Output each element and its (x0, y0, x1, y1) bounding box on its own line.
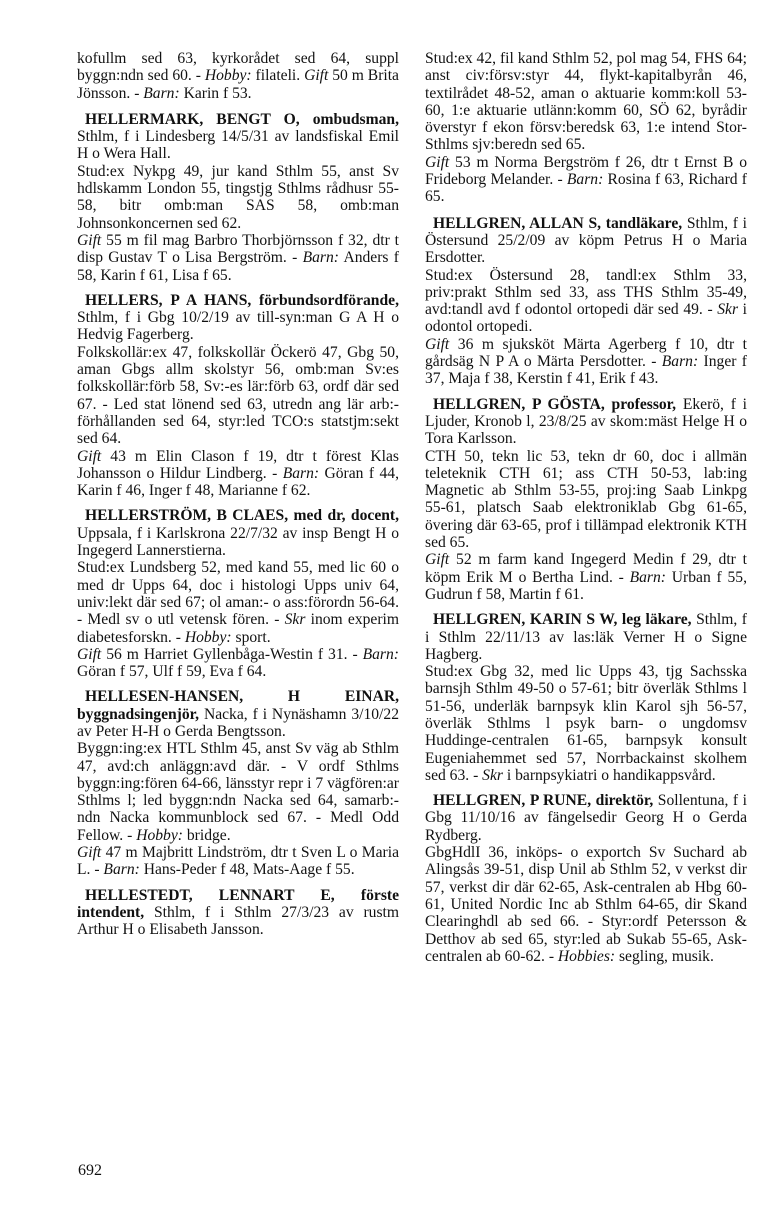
entry-text: sport. (231, 628, 271, 646)
field-label: Gift (425, 153, 450, 171)
entry-paragraph (77, 163, 399, 232)
field-label: Gift (77, 231, 102, 249)
field-label: Barn: (629, 568, 666, 586)
entry-text: Folkskollär:ex 47, folkskollär Öckerö 47, Gbg 50, aman Gbgs allm skolstyr 56, omb:man Sv:es folkskollär:förb 58, Sv:-es lär:förb 63, ordf där sed 67. - Led stat lönend sed 63, utredn ang lär arb:-förhållanden sed 64, styr:led TCO:s statstjm:sekt sed 64. (77, 343, 399, 448)
entry-name: HELLGREN, KARIN S W, (433, 611, 618, 629)
entry-continuation (77, 50, 399, 102)
entry-text: 53 m Norma Bergström f 26, dtr t Ernst B o Frideborg Melander. - (425, 153, 747, 189)
left-column (77, 50, 399, 947)
field-label: Hobbies: (557, 947, 616, 965)
register-entry (425, 611, 747, 784)
field-label: Gift (425, 335, 450, 353)
entry-paragraph (77, 448, 399, 500)
entry-paragraph (425, 336, 747, 388)
field-label: Barn: (362, 645, 399, 663)
entry-text: inom experim diabetesforskn. - (77, 611, 399, 646)
register-entry (77, 111, 399, 284)
entry-text: Stud:ex 42, fil kand Sthlm 52, pol mag 54, FHS 64; anst civ:försv:styr 44, flykt-kapitalbyrån 46, textilrådet 48-52, aman o aktuarie komm:koll 53-60, 1:e aktuarie utlänn:komm 60, SÖ 62, byrådir överstyr f ekon försv:beredsk 63, 1:e intend Stor-Sthlms sjv:beredn sed 65. (425, 50, 747, 154)
field-label: Hobby: (204, 67, 252, 85)
entry-text: 47 m Majbritt Lindström, dtr t Sven L o Maria L. - (77, 844, 399, 879)
entry-text: Sthlm, f i Östersund 25/2/09 av köpm Petrus H o Maria Ersdotter. (425, 214, 747, 267)
entry-text: Göran f 57, Ulf f 59, Eva f 64. (77, 663, 267, 681)
entry-title: förbundsordförande, (251, 291, 399, 309)
entry-paragraph (425, 267, 747, 336)
entry-text: segling, musik. (615, 947, 714, 965)
entry-paragraph (425, 551, 747, 603)
entry-name: HELLERS, P A HANS, (85, 291, 252, 309)
entry-text: 36 m sjuksköt Märta Agerberg f 10, dtr t gårdsäg N P A o Märta Persdotter. - (425, 335, 747, 371)
entry-text: i barnpsykiatri o handikappsvård. (502, 766, 716, 784)
entry-paragraph (77, 844, 399, 879)
entry-paragraph (425, 154, 747, 206)
entry-paragraph (77, 646, 399, 681)
entry-paragraph (77, 344, 399, 448)
entry-paragraph (77, 887, 399, 939)
entry-text: Sthlm, f i Sthlm 27/3/23 av rustm Arthur H o Elisabeth Jansson. (77, 903, 399, 939)
entry-title: med dr, docent, (288, 507, 399, 525)
entry-text: Nacka, f i Nynäshamn 3/10/22 av Peter H-H o Gerda Bengtsson. (77, 705, 399, 740)
entry-title: byggnadsingenjör, (77, 705, 200, 723)
field-label: Barn: (103, 861, 140, 879)
register-entry (77, 292, 399, 500)
entry-continuation (425, 50, 747, 206)
entry-text: CTH 50, tekn lic 53, tekn dr 60, doc i allmän teleteknik CTH 61; ass CTH 50-53, lab:ing Magnetic ab Sthlm 53-55, proj:ing Saab Linkpg 55-61, platsch Saab elektroniklab Gbg 61-65, övering där 63-65, prof i tillämpad elektronik KTH sed 65. (425, 447, 747, 552)
field-label: Gift (77, 844, 102, 862)
entry-paragraph (425, 611, 747, 663)
register-entry (77, 887, 399, 939)
field-label: Barn: (282, 464, 320, 482)
entry-text: Stud:ex Nykpg 49, jur kand Sthlm 55, anst Sv hdlskamm London 55, tingstjg Sthlms rådhusr 55-58, bitr omb:man SAS 58, omb:man Johnsonkoncernen sed 62. (77, 162, 399, 232)
entry-text: Stud:ex Gbg 32, med lic Upps 43, tjg Sachsska barnsjh Sthlm 49-50 o 57-61; bitr överläk Sthlms l 51-56, underläk barnpsyk klin Karol sjh 56-57, överläk Sthlms l psyk barn- o ungdomsv Huddinge-centralen 61-65, barnpsyk konsult Eugeniahemmet sed 57, Norrbackainst skolhem sed 63. - (425, 663, 747, 784)
entry-paragraph (77, 50, 399, 102)
entry-paragraph (425, 396, 747, 448)
entry-paragraph (77, 740, 399, 844)
register-entry (425, 215, 747, 388)
entry-text: GbgHdlI 36, inköps- o exportch Sv Suchard ab Alingsås 39-51, disp Unil ab Sthlm 52, v verkst dir 57, verkst dir där 62-65, Ask-centralen ab Hbg 60-61, United Nordic Inc ab Sthlm 64-65, dir Skand Clearinghdl ab sed 66. - Styr:ordf Petersson & Detthov ab sed 65, styr:led ab Sukab 55-65, Ask-centralen ab 60-62. - (425, 844, 747, 965)
register-entry (77, 688, 399, 878)
entry-name: HELLGREN, ALLAN S, (433, 214, 602, 232)
field-label: Barn: (143, 84, 180, 102)
entry-title: leg läkare, (617, 611, 692, 629)
entry-name: HELLESTEDT, LENNART E, (85, 886, 335, 904)
entry-paragraph (425, 448, 747, 552)
entry-text: 55 m fil mag Barbro Thorbjörnsson f 32, dtr t disp Gustav T o Lisa Bergström. - (77, 231, 399, 267)
entry-text: Ekerö, f i Ljuder, Kronob l, 23/8/25 av skom:mäst Helge H o Tora Karlsson. (425, 395, 747, 448)
register-entry (425, 396, 747, 604)
entry-name: HELLGREN, P GÖSTA, (433, 395, 605, 413)
entry-paragraph (77, 507, 399, 559)
field-label: Gift (425, 551, 450, 569)
page-number: 692 (78, 1162, 102, 1179)
entry-text: 50 m Brita Jönsson. - (77, 67, 399, 102)
field-label: Barn: (661, 353, 699, 371)
entry-name: HELLESEN-HANSEN, H EINAR, (85, 688, 399, 706)
field-label: Hobby: (136, 826, 183, 844)
right-column (425, 50, 747, 973)
entry-name: HELLERMARK, BENGT O, (85, 110, 300, 128)
field-label: Gift (77, 447, 102, 465)
entry-paragraph (77, 292, 399, 344)
entry-title: förste intendent, (77, 886, 400, 921)
field-label: Barn: (566, 171, 604, 189)
field-label: Skr (717, 301, 739, 319)
entry-name: HELLERSTRÖM, B CLAES, (85, 507, 289, 525)
entry-paragraph (77, 559, 399, 645)
entry-title: ombudsman, (299, 110, 399, 128)
field-label: Gift (77, 645, 102, 663)
entry-text: filateli. (251, 67, 305, 85)
entry-title: tandläkare, (601, 214, 683, 232)
entry-text: Rosina f 63, Richard f 65. (425, 171, 747, 206)
entry-text: Urban f 55, Gudrun f 58, Martin f 61. (425, 568, 747, 603)
entry-paragraph (77, 232, 399, 284)
field-label: Hobby: (184, 628, 232, 646)
register-entry (425, 792, 747, 965)
entry-text: Byggn:ing:ex HTL Sthlm 45, anst Sv väg ab Sthlm 47, avd:ch anläggn:avd där. - V ordf Sthlms byggn:ing:fören 64-66, länsstyr repr i 7 vägfören:ar Sthlms l; led byggn:ndn Nacka sed 64, samarb:-ndn Nacka kommunblock sed 67. - Medl Odd Fellow. - (77, 740, 399, 844)
field-label: Barn: (302, 249, 339, 267)
field-label: Skr (284, 611, 306, 629)
entry-text: Hans-Peder f 48, Mats-Aage f 55. (139, 861, 355, 879)
entry-text: i odontol ortopedi. (425, 301, 747, 336)
entry-paragraph (77, 111, 399, 163)
entry-text: Anders f 58, Karin f 61, Lisa f 65. (77, 249, 399, 284)
entry-text: 56 m Harriet Gyllenbåga-Westin f 31. - (101, 645, 363, 663)
entry-text: Stud:ex Östersund 28, tandl:ex Sthlm 33, priv:prakt Sthlm sed 33, ass THS Sthlm 35-49, avd:tandl avd f odontol ortopedi där sed 49. - (425, 266, 747, 319)
entry-text: Sthlm, f i Gbg 10/2/19 av till-syn:man G A H o Hedvig Fagerberg. (77, 309, 399, 344)
entry-paragraph (425, 50, 747, 154)
entry-paragraph (425, 792, 747, 844)
entry-text: 43 m Elin Clason f 19, dtr t förest Klas Johansson o Hildur Lindberg. - (77, 447, 399, 482)
register-entry (77, 507, 399, 680)
entry-text: Inger f 37, Maja f 38, Kerstin f 41, Erik f 43. (425, 353, 747, 388)
entry-text: 52 m farm kand Ingegerd Medin f 29, dtr t köpm Erik M o Bertha Lind. - (425, 551, 747, 586)
entry-title: professor, (604, 395, 677, 413)
entry-paragraph (77, 688, 399, 740)
entry-text: Karin f 53. (179, 84, 252, 102)
entry-text: Sthlm, f i Sthlm 22/11/13 av las:läk Verner H o Signe Hagberg. (425, 611, 748, 663)
entry-text: Göran f 44, Karin f 46, Inger f 48, Marianne f 62. (77, 464, 399, 500)
entry-text: bridge. (182, 826, 231, 844)
entry-text: Uppsala, f i Karlskrona 22/7/32 av insp Bengt H o Ingegerd Lannerstierna. (77, 524, 399, 560)
entry-text: Sthlm, f i Lindesberg 14/5/31 av landsfiskal Emil H o Wera Hall. (77, 128, 399, 163)
entry-text: kofullm sed 63, kyrkorådet sed 64, suppl byggn:ndn sed 60. - (77, 50, 399, 85)
entry-text: Sollentuna, f i Gbg 11/10/16 av fängelsedir Georg H o Gerda Rydberg. (425, 792, 747, 844)
entry-paragraph (425, 663, 747, 784)
entry-paragraph (425, 844, 747, 965)
entry-name: HELLGREN, P RUNE, (433, 792, 592, 810)
entry-paragraph (425, 215, 747, 267)
entry-title: direktör, (591, 792, 654, 810)
field-label: Gift (304, 67, 329, 85)
entry-text: Stud:ex Lundsberg 52, med kand 55, med lic 60 o med dr Upps 64, doc i histologi Upps univ 64, univ:lekt där sed 67; ol aman:- o ass:förordn 56-64. - Medl sv o utl vetensk fören. - (77, 559, 399, 629)
field-label: Skr (482, 766, 503, 784)
